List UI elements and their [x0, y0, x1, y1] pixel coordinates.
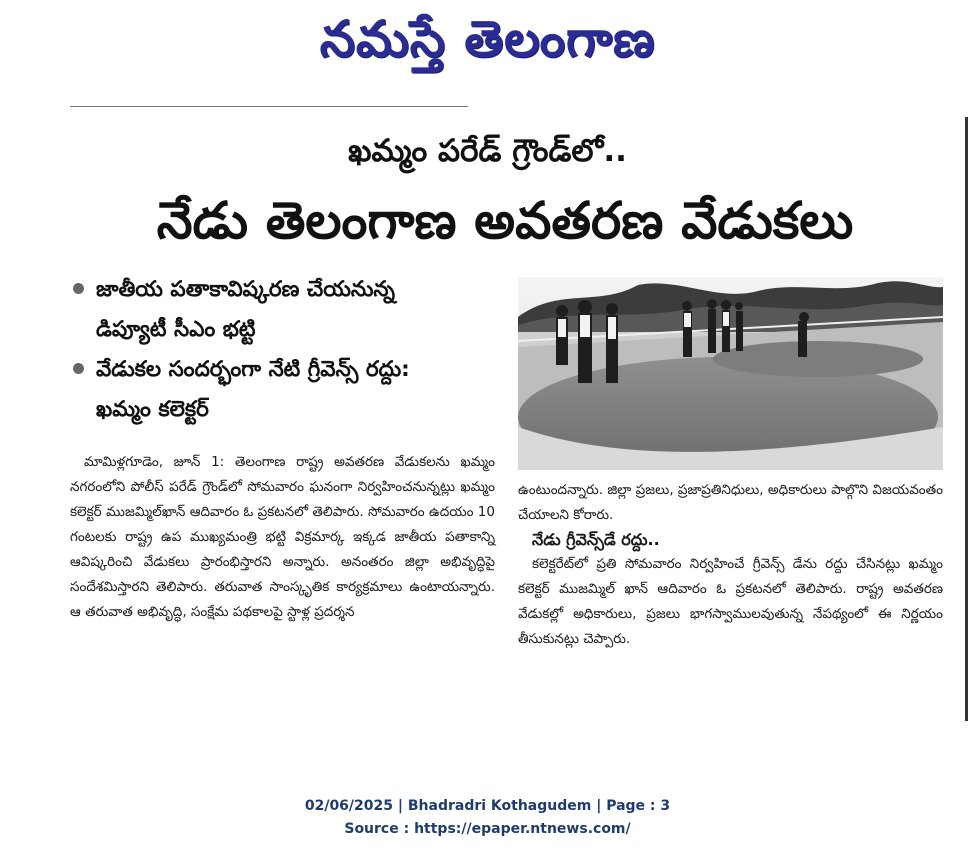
newspaper-masthead: నమస్తే తెలంగాణ [319, 10, 656, 68]
article-body-left: మామిళ్లగూడెం, జూన్ 1: తెలంగాణ రాష్ట్ర అవతరణ వేడుకలను ఖమ్మం నగరంలోని పోలీస్ పరేడ్ గ్రౌండ్‌లో సోమవారం ఘనంగా నిర్వహించనున్నట్లు ఖమ్మం కలెక్టర్ ముజమ్మిల్‌ఖాన్ ఆదివారం ఓ ప్రకటనలో తెలిపారు. సోమవారం ఉదయం 10 గంటలకు రాష్ట్ర ఉప ముఖ్యమంత్రి భట్టి విక్రమార్క ఇక్కడ జాతీయ పతాకాన్ని ఆవిష్కరించి వేడుకలు ప్రారంభిస్తారని అన్నారు. అనంతరం జిల్లా అభివృద్ధిపై సందేశమిస్తారని తెలిపారు. తరువాత సాంస్కృతిక కార్యక్రమాలు ఉంటాయన్నారు. ఆ తరువాత అభివృద్ధి, సంక్షేమ పథకాలపై స్టాళ్ల ప్రదర్శన [70, 454, 495, 620]
article-headline: నేడు తెలంగాణ అవతరణ వేడుకలు [156, 192, 854, 251]
bullet-text: జాతీయ పతాకావిష్కరణ చేయనున్న డిప్యూటీ సీఎం భట్టి [96, 277, 395, 342]
article-body-right [518, 478, 943, 652]
footer-source: Source : https://epaper.ntnews.com/ [344, 821, 631, 837]
article-body-continued: ఉంటుందన్నారు. జిల్లా ప్రజలు, ప్రజాప్రతినిధులు, అధికారులు పాల్గొని విజయవంతం చేయాలని కోరారు. [518, 482, 943, 523]
grievance-paragraph: కలెక్టరేట్‌లో ప్రతి సోమవారం నిర్వహించే గ్రీవెన్స్ డేను రద్దు చేసినట్లు ఖమ్మం కలెక్టర్ ముజమ్మిల్ ఖాన్ ఆదివారం ఓ ప్రకటనలో తెలిపారు. రాష్ట్ర అవతరణ వేడుకల్లో అధికారులు, ప్రజలు భాగస్వాములవుతున్న నేపథ్యంలో ఈ నిర్ణయం తీసుకునట్లు చెప్పారు. [518, 556, 943, 647]
bullet-text: వేడుకల సందర్భంగా నేటి గ్రీవెన్స్ రద్దు: ఖమ్మం కలెక్టర్ [96, 357, 410, 422]
bullet-dot-icon [73, 363, 84, 374]
highlight-bullets [70, 270, 510, 430]
article-kicker: ఖమ్మం పరేడ్ గ్రౌండ్‌లో.. [348, 133, 627, 169]
parade-ground-photo [518, 277, 943, 470]
bullet-item [70, 350, 510, 430]
bullet-dot-icon [73, 283, 84, 294]
grievance-subhead: నేడు గ్రీవెన్స్‌డే రద్దు.. [532, 530, 660, 549]
bullet-item [70, 270, 510, 350]
masthead-divider [70, 106, 468, 107]
footer-date-edition: 02/06/2025 | Bhadradri Kothagudem | Page : 3 [304, 798, 671, 814]
